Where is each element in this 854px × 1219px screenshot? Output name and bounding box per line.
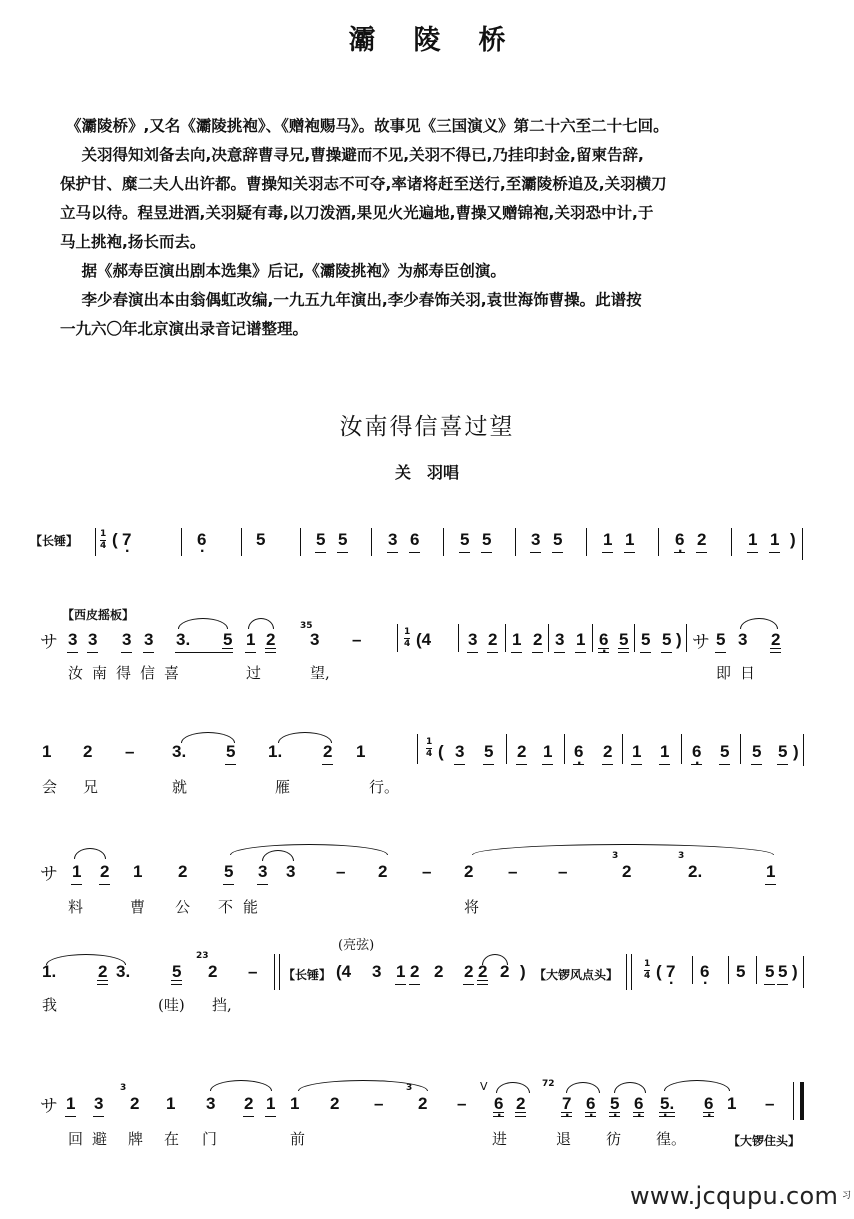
bar-line [443,528,444,556]
score-note: 1. [268,742,283,761]
lyric-char: 得 [116,664,132,682]
score-row-2 [0,602,854,692]
score-note: 3 [94,1094,104,1113]
free-meter-sign: サ [40,632,58,653]
bar-line [95,528,96,556]
song-singer: 关 羽唱 [394,463,459,482]
score-note: 5 [338,530,348,549]
percussion-tag: 【大锣风点头】 [534,968,619,982]
bar-line [803,734,804,766]
bar-line [803,956,804,988]
score-note: · 6 [634,1094,643,1114]
score-note: 2 [330,1094,340,1113]
score-note: 3 [68,630,78,649]
bar-line [548,624,549,652]
score-note: (4 [416,630,432,649]
lyric-char: 牌 [128,1130,144,1148]
percussion-tag: 【长锤】 [283,968,332,982]
free-meter-sign: サ [40,1096,58,1117]
lyric-char: 退 [556,1130,572,1148]
score-note: – [765,1094,775,1113]
bar-line [731,528,732,556]
score-note: ) [790,530,796,549]
score-note: 5 [172,962,182,981]
score-note: 2 [517,742,527,761]
lyric-char: 我 [42,996,58,1014]
score-note: 1 [625,530,635,549]
intro-line: 李少春演出本由翁偶虹改编,一九五九年演出,李少春饰关羽,袁世海饰曹操。此谱按 [66,291,642,309]
grace-note: 3 [406,1083,413,1093]
lyric-char: 料 [68,898,84,916]
score-note: · 7 [562,1094,571,1114]
intro-line: 据《郝寿臣演出剧本选集》后记,《灞陵挑袍》为郝寿臣创演。 [66,262,506,280]
score-note: 5 [641,630,651,649]
score-note: 2 [622,862,632,881]
score-note: 1 [727,1094,737,1113]
score-note: 1. [42,962,57,981]
slur-mark [496,1082,530,1093]
score-note: 1 [770,530,780,549]
score-note: ) [793,742,799,761]
time-signature: 1 4 [426,737,433,759]
free-meter-sign: サ [692,632,710,653]
score-row-5 [0,932,854,1022]
score-note: · 6 [494,1094,503,1114]
score-note: 5 [223,630,233,649]
lyric-char: 过 [246,664,262,682]
score-note: 2 [208,962,218,981]
score-note: · 6 [704,1094,713,1114]
score-note: 1 [72,862,82,881]
lyric-char: 雁 [275,778,291,796]
free-meter-sign: サ [40,864,58,885]
grace-note: 23 [196,951,209,961]
lyric-char: 南 [92,664,108,682]
time-signature: 1 4 [404,627,411,649]
score-note: 1 [356,742,366,761]
score-note: · 7 [666,962,675,982]
score-note: 5 [765,962,775,981]
intro-line: 一九六〇年北京演出录音记谱整理。 [60,320,309,338]
score-note: 3 [388,530,398,549]
score-note: 2 [603,742,613,761]
score-note: 1 [133,862,143,881]
score-note: 1 [290,1094,300,1113]
lyric-char: 将 [464,898,480,916]
lyric-char: 回 [68,1130,84,1148]
score-note: 2 [516,1094,526,1113]
score-note: 5 [619,630,629,649]
score-note: 2 [478,962,488,981]
score-note: 5 [752,742,762,761]
score-note: 5 [778,962,788,981]
lyric-char: 喜 [164,664,180,682]
score-note: 2 [464,862,474,881]
score-note: 1 [632,742,642,761]
score-note: – [374,1094,384,1113]
slur-mark [566,1082,600,1093]
lyric-char: (哇) [158,996,185,1014]
score-note: ) [676,630,682,649]
score-note: ( [656,962,662,981]
score-note: 3 [310,630,320,649]
lyric-char: 不 [218,898,234,916]
bar-line [802,528,803,560]
score-note: 5 [460,530,470,549]
lyric-char: 行。 [369,778,400,796]
lyric-char: 即 [716,664,732,682]
score-note: 1 [576,630,586,649]
score-row-1 [0,528,854,572]
score-note: 5 [226,742,236,761]
bar-line [728,956,729,984]
bar-line [658,528,659,556]
score-note: 1 [396,962,406,981]
bar-line [622,734,623,764]
bar-line [756,956,757,984]
score-note: 2 [697,530,707,549]
lyric-char: 挡, [212,996,232,1014]
slur-mark [74,848,106,859]
slur-mark [248,618,274,629]
score-note: · 6 [675,530,684,550]
score-note: 2 [378,862,388,881]
lyric-char: 在 [164,1130,180,1148]
score-note: 3 [258,862,268,881]
score-note: · 6 [586,1094,595,1114]
score-note: 2 [418,1094,428,1113]
bar-line [692,956,693,984]
score-note: – [125,742,135,761]
score-note: ) [792,962,798,981]
score-note: 2 [178,862,188,881]
lyric-char: 彷 [606,1130,622,1148]
score-note: – [457,1094,467,1113]
score-note: 2 [266,630,276,649]
lyric-char: 能 [243,898,259,916]
bar-line [417,734,418,764]
score-note: 5 [716,630,726,649]
score-note: 1 [543,742,553,761]
score-note: 5 [778,742,788,761]
lyric-char: 信 [140,664,156,682]
score-note: 5 [736,962,746,981]
score-note: 2 [98,962,108,981]
score-note: 3. [172,742,187,761]
percussion-tag: 【大锣住头】 [728,1134,801,1148]
bar-line [458,624,459,652]
score-note: ) [520,962,526,981]
score-note: 1 [766,862,776,881]
score-note: ( [112,530,118,549]
score-note: 3 [88,630,98,649]
intro-text [60,112,806,344]
slur-mark [46,954,126,965]
score-note: 2 [771,630,781,649]
score-note: – [558,862,568,881]
score-note: · 6 [574,742,583,762]
score-note: – [508,862,518,881]
score-note: 1 [660,742,670,761]
time-signature: 1 4 [644,959,651,981]
score-note: 3. [116,962,131,981]
score-note: 3 [738,630,748,649]
bar-line [592,624,593,652]
score-note: – [422,862,432,881]
bar-line [300,528,301,556]
bar-line [586,528,587,556]
lyric-char: 进 [492,1130,508,1148]
intro-line: 关羽得知刘备去向,决意辞曹寻兄,曹操避而不见,关羽不得已,乃挂印封金,留柬告辞, [66,146,644,164]
score-note: 5 [482,530,492,549]
score-note: 3 [144,630,154,649]
score-note: (4 [336,962,352,981]
song-title: 汝南得信喜过望 [339,414,515,440]
lyric-char: 公 [175,898,191,916]
lyric-char: 前 [290,1130,306,1148]
bar-line [686,624,687,652]
score-note: · 6 [197,530,206,550]
score-note: 1 [603,530,613,549]
lyric-char: 就 [172,778,188,796]
grace-note: 72 [542,1079,555,1089]
score-note: 5 [662,630,672,649]
score-note: 6 [410,530,420,549]
bar-line [626,954,632,990]
score-note: 5 [484,742,494,761]
lyric-char: 徨。 [656,1130,687,1148]
score-note: 2 [500,962,510,981]
slur-mark [210,1080,272,1091]
breath-mark: V [480,1080,488,1093]
score-note: 2 [464,962,474,981]
mode-tag: 【西皮摇板】 [62,608,135,622]
score-note: 3 [555,630,565,649]
score-note: 5 [256,530,266,549]
score-note: 2 [434,962,444,981]
slur-mark [230,844,388,855]
bar-line [506,734,507,764]
score-note: 1 [748,530,758,549]
score-note: – [336,862,346,881]
lyric-char: 门 [202,1130,218,1148]
grace-note: 3 [120,1083,127,1093]
lyric-char: 望, [310,664,330,682]
lyric-char: 日 [740,664,756,682]
lyric-char: 曹 [130,898,146,916]
score-note: 1 [66,1094,76,1113]
score-note: · 6 [700,962,709,982]
slur-mark [178,618,228,629]
percussion-tag: 【长锤】 [30,534,79,548]
score-note: 2 [533,630,543,649]
bar-line [515,528,516,556]
score-note: 2 [488,630,498,649]
score-note: – [352,630,362,649]
bar-line [564,734,565,764]
bar-line [634,624,635,652]
slur-mark [472,844,774,855]
score-note: 3 [372,962,382,981]
score-note: 3 [468,630,478,649]
score-note: 1 [246,630,256,649]
intro-line: 保护甘、糜二夫人出许都。曹操知关羽志不可夺,率诸将赶至送行,至灞陵桥追及,关羽横刀 [60,175,667,193]
score-note: 3 [455,742,465,761]
intro-line: 《灞陵桥》,又名《灞陵挑袍》、《赠袍赐马》。故事见《三国演义》第二十六至二十七回。 [66,117,669,135]
annotation: (亮弦) [338,938,375,953]
score-note: 2 [410,962,420,981]
score-note: 3. [176,630,230,650]
lyric-char: 会 [42,778,58,796]
bar-line [681,734,682,764]
time-signature: 1 4 [100,529,107,551]
slur-mark [614,1082,646,1093]
lyric-char: 汝 [68,664,84,682]
score-note: · 5. [660,1094,674,1114]
score-note: 2 [130,1094,140,1113]
score-note: 3 [286,862,296,881]
slur-mark [740,618,778,629]
lyric-char: 避 [92,1130,108,1148]
score-note: · 6 [692,742,701,762]
score-row-3 [0,734,854,804]
grace-note: 3 [612,851,619,861]
score-note: 2 [83,742,93,761]
bar-line [241,528,242,556]
watermark-mark: 习 [842,1191,852,1201]
intro-line: 马上挑袍,扬长而去。 [60,233,206,251]
score-note: 5 [316,530,326,549]
bar-line [793,1082,804,1120]
bar-line [740,734,741,764]
score-note: 2. [688,862,703,881]
page-title: 灞陵桥 [348,25,544,56]
score-note: · 5 [610,1094,619,1114]
score-note: – [248,962,258,981]
score-note: 2 [100,862,110,881]
lyric-char: 兄 [83,778,99,796]
slur-mark [664,1080,730,1091]
bar-line [505,624,506,652]
score-note: 5 [224,862,234,881]
score-note: 3 [531,530,541,549]
bar-line [371,528,372,556]
score-note: 5 [553,530,563,549]
score-note: 1 [166,1094,176,1113]
bar-line [274,954,280,990]
grace-note: 3 [678,851,685,861]
bar-line [181,528,182,556]
bar-line [397,624,398,652]
score-note: 1 [512,630,522,649]
score-note: 2 [323,742,333,761]
score-note: 1 [42,742,52,761]
score-note: 3 [206,1094,216,1113]
score-note: 1 [266,1094,276,1113]
score-note: ( [438,742,444,761]
intro-line: 立马以待。程昱进酒,关羽疑有毒,以刀泼酒,果见火光遍地,曹操又赠锦袍,关羽恐中计,于 [60,204,654,222]
score-row-6 [0,1076,854,1156]
score-note: · 6 [599,630,608,650]
grace-note: 35 [300,621,313,631]
score-note: 2 [244,1094,254,1113]
score-note: 5 [720,742,730,761]
score-note: · 7 [122,530,131,550]
score-note: 3 [122,630,132,649]
score-row-4 [0,840,854,920]
watermark-link[interactable]: www.jcqupu.com [630,1182,839,1210]
